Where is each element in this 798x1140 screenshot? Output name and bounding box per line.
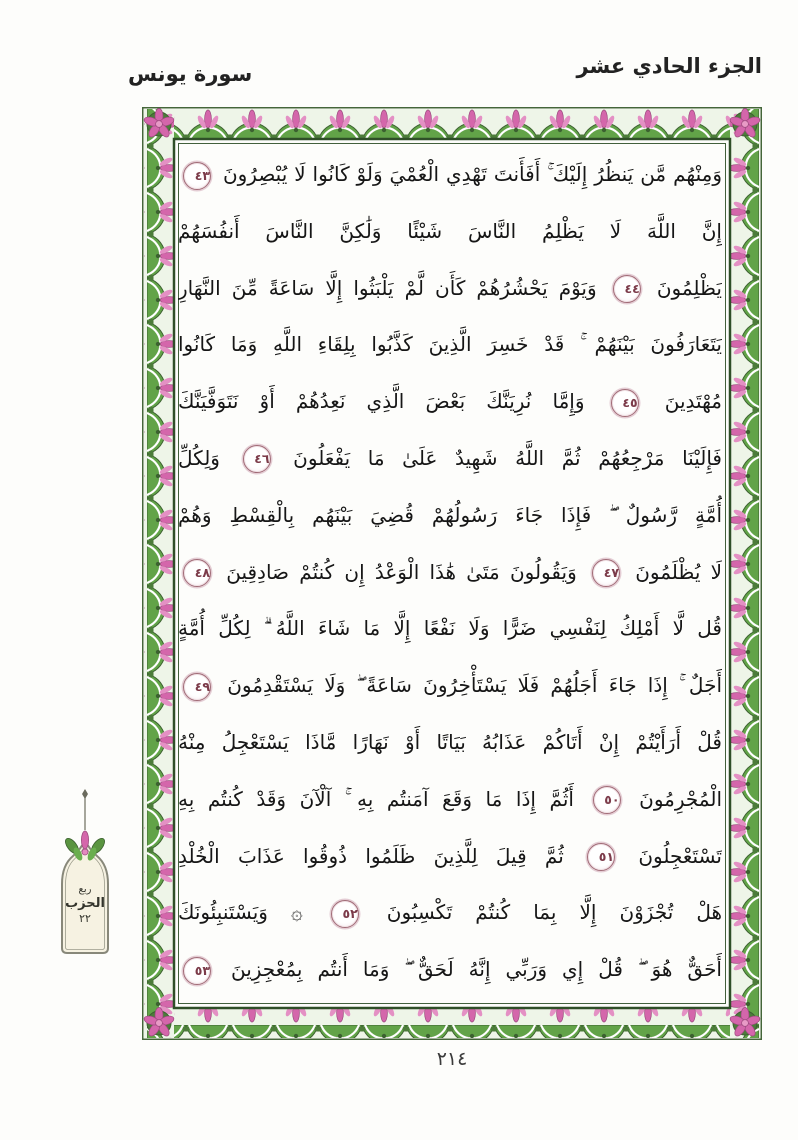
rub-hizb-marker — [52, 788, 118, 958]
quran-text-segment: تَسْتَعْجِلُونَ — [638, 843, 722, 868]
quran-line — [178, 771, 722, 828]
ayah-end-marker: ٤٨ — [183, 559, 211, 587]
quran-line — [178, 487, 722, 544]
quran-line — [178, 203, 722, 260]
quran-text-segment: أُمَّةٍ رَّسُولٌ ۖ فَإِذَا جَاءَ رَسُولُهُمْ قُضِيَ بَيْنَهُم بِالْقِسْطِ وَهُمْ — [178, 502, 722, 527]
quran-text-segment: يَتَعَارَفُونَ بَيْنَهُمْ ۚ قَدْ خَسِرَ الَّذِينَ كَذَّبُوا بِلِقَاءِ اللَّهِ وَمَا كَانُوا — [178, 332, 722, 357]
quran-text-segment: ثُمَّ قِيلَ لِلَّذِينَ ظَلَمُوا ذُوقُوا عَذَابَ الْخُلْدِ — [178, 843, 564, 868]
rub-hizb-text — [62, 884, 108, 925]
quran-text-segment: الْمُجْرِمُونَ — [639, 786, 722, 811]
ayah-end-marker: ٥١ — [587, 843, 615, 871]
quran-line — [178, 260, 722, 317]
quran-text-segment: وَلِكُلِّ — [178, 445, 220, 470]
ayah-end-marker: ٤٤ — [613, 275, 641, 303]
quran-line — [178, 714, 722, 771]
quran-line — [178, 316, 722, 373]
ayah-end-marker: ٥٢ — [331, 900, 359, 928]
quran-text-segment: وَيَوْمَ يَحْشُرُهُمْ كَأَن لَّمْ يَلْبَثُوا إِلَّا سَاعَةً مِّنَ النَّهَارِ — [178, 275, 597, 300]
quran-text-segment: مُهْتَدِينَ — [664, 389, 722, 414]
quran-line — [178, 373, 722, 430]
quran-line — [178, 657, 722, 714]
quran-text-segment: فَإِلَيْنَا مَرْجِعُهُمْ ثُمَّ اللَّهُ شَهِيدٌ عَلَىٰ مَا يَفْعَلُونَ — [293, 445, 722, 470]
quran-text-segment: لَا يُظْلَمُونَ — [635, 559, 722, 584]
hizb-word: الحزب — [65, 896, 105, 911]
quran-text-segment: أَحَقٌّ هُوَ ۖ قُلْ إِي وَرَبِّي إِنَّهُ لَحَقٌّ ۖ وَمَا أَنتُم بِمُعْجِزِينَ — [230, 957, 722, 982]
quran-line — [178, 884, 722, 941]
ayah-end-marker: ٥٣ — [183, 957, 211, 985]
ayah-end-marker: ٤٧ — [592, 559, 620, 587]
quran-text-segment: ۞ وَيَسْتَنبِئُونَكَ — [178, 900, 303, 925]
quran-text-segment: هَلْ تُجْزَوْنَ إِلَّا بِمَا كُنتُمْ تَكْسِبُونَ — [386, 900, 722, 925]
ayah-end-marker: ٤٩ — [183, 673, 211, 701]
rub-word: ربع — [78, 884, 92, 895]
ayah-end-marker: ٥٠ — [593, 786, 621, 814]
quran-text-segment: قُل لَّا أَمْلِكُ لِنَفْسِي ضَرًّا وَلَا نَفْعًا إِلَّا مَا شَاءَ اللَّهُ ۗ لِكُلِّ أُمَّةٍ — [178, 616, 722, 641]
quran-text-segment: يَظْلِمُونَ — [656, 275, 722, 300]
ayah-end-marker: ٤٦ — [243, 445, 271, 473]
quran-text-segment: أَثُمَّ إِذَا مَا وَقَعَ آمَنتُم بِهِ ۚ آلْآنَ وَقَدْ كُنتُم بِهِ — [178, 786, 574, 811]
quran-text-segment: وَمِنْهُم مَّن يَنظُرُ إِلَيْكَ ۚ أَفَأَنتَ تَهْدِي الْعُمْيَ وَلَوْ كَانُوا لَا يُبْصِرُونَ — [222, 162, 722, 186]
quran-text-segment: وَإِمَّا نُرِيَنَّكَ بَعْضَ الَّذِي نَعِدُهُمْ أَوْ نَتَوَفَّيَنَّكَ — [178, 389, 585, 414]
quran-line — [178, 146, 722, 203]
quran-line — [178, 544, 722, 601]
quran-line — [178, 600, 722, 657]
quran-line — [178, 828, 722, 885]
quran-text-segment: قُلْ أَرَأَيْتُمْ إِنْ أَتَاكُمْ عَذَابُهُ بَيَاتًا أَوْ نَهَارًا مَّاذَا يَسْتَعْجِلُ مِنْهُ — [178, 729, 722, 754]
ayah-end-marker: ٤٥ — [611, 389, 639, 417]
rub-hizb-ornament-icon — [52, 788, 118, 958]
quran-line — [178, 941, 722, 998]
quran-text-segment: إِنَّ اللَّهَ لَا يَظْلِمُ النَّاسَ شَيْئًا وَلَٰكِنَّ النَّاسَ أَنفُسَهُمْ — [178, 218, 722, 243]
hizb-number: ٢٢ — [79, 912, 91, 925]
quran-text-block — [178, 146, 722, 998]
ayah-end-marker: ٤٣ — [183, 162, 211, 190]
quran-line — [178, 430, 722, 487]
page-number: ٢١٤ — [436, 1048, 468, 1070]
juz-header-label: الجزء الحادي عشر — [576, 54, 762, 78]
quran-text-segment: وَيَقُولُونَ مَتَىٰ هَٰذَا الْوَعْدُ إِن كُنتُمْ صَادِقِينَ — [226, 559, 577, 584]
quran-text-segment: أَجَلٌ ۚ إِذَا جَاءَ أَجَلُهُمْ فَلَا يَسْتَأْخِرُونَ سَاعَةً ۖ وَلَا يَسْتَقْدِمُونَ — [227, 673, 722, 698]
surah-header-label: سورة يونس — [128, 62, 253, 86]
